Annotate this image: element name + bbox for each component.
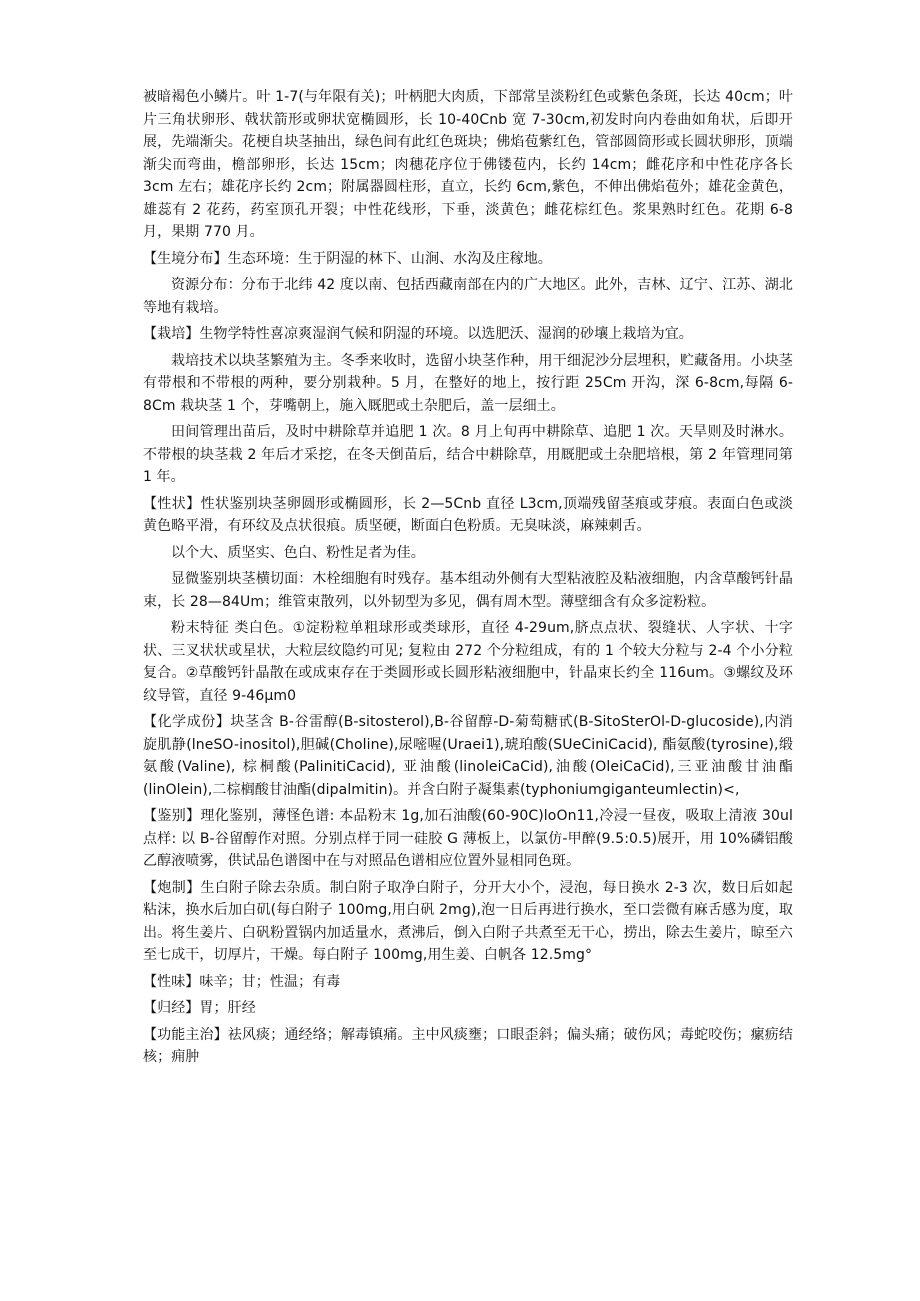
- paragraph-text: 生白附子除去杂质。制白附子取净白附子，分开大小个，浸泡，每日换水 2-3 次，数日后如起粘沫，换水后加白矶(每白附子 100mg,用白矾 2mg),泡一日后再进行换水，至口尝微有麻舌感为度，取出。将生姜片、白矾粉置锅内加适量水，煮沸后，倒入白附子共煮至无干心，捞出，除去生姜片，晾至六至七成干，切厚片，干燥。每白附子 100mg,用生姜、白帆各 12.5mg°: [143, 879, 794, 963]
- paragraph-text: 块茎含 B-谷雷醇(B-sitosterol),B-谷留醇-D-菊萄糖甙(B-SitoSterOl-D-glucoside),内消旋肌静(lneSO-inositol),胆碱(Choline),尿嘧喔(Uraei1),琥珀酸(SUeCiniCacid), 酯氨酸(tyrosine),缎氨酸(Valine), 棕桐酸(PalinitiCacid), 亚油酸(linoleiCaCid),油酸(OleiCaCid),三亚油酸甘油酯(linOlein),二棕榈酸甘油酯(dipalmitin)。并含白附子凝集素(typhoniumgiganteumlectin)<,: [143, 714, 793, 798]
- paragraph: [143, 1024, 793, 1069]
- paragraph: [143, 711, 793, 801]
- paragraph-text: 性状鉴别块茎卵圆形或椭圆形，长 2—5Cnb 直径 L3cm,顶端残留茎痕或芽痕。表面白色或淡黄色略平滑，有环纹及点状很痕。质坚硬，断面白色粉质。无臭味淡，麻辣刺舌。: [143, 495, 794, 534]
- section-heading: 【性味】: [143, 973, 200, 990]
- paragraph: [143, 877, 793, 967]
- section-heading: 【归经】: [143, 1000, 200, 1016]
- paragraph: [143, 542, 793, 565]
- paragraph-text: 资源分布：分布于北纬 42 度以南、包括西藏南部在内的广大地区。此外，吉林、辽宁、江苏、湖北等地有栽培。: [143, 277, 793, 316]
- paragraph-text: 祛风痰；通经络；解毒镇痛。主中风痰壅；口眼歪斜；偏头痛；破伤风；毒蛇咬伤；瘰疬结核；痈肿: [143, 1026, 793, 1065]
- paragraph-text: 被暗褐色小鳞片。叶 1-7(与年限有关)；叶柄肥大肉质，下部常呈淡粉红色或紫色条斑，长达 40cm；叶片三角状卵形、戟状箭形或卵状宽椭圆形，长 10-40Cnb 宽 7-30cm,初发时向内卷曲如角状，后即开展，先端渐尖。花梗自块茎抽出，绿色间有此红色斑块；佛焰苞紫红色，管部圆筒形或长圆状卵形，顶端渐尖而弯曲，檐部卵形，长达 15cm；肉穗花序位于佛镂苞内，长约 14cm；雌花序和中性花序各长 3cm 左右；雄花序长约 2cm；附属器圆柱形，直立，长约 6cm,紫色，不伸出佛焰苞外；雄花金黄色，雄蕊有 2 花药，药室顶孔开裂；中性花线形，下垂，淡黄色；雌花棕红色。浆果熟时红色。花期 6-8 月，果期 770 月。: [143, 89, 793, 240]
- paragraph-text: 粉末特征 类白色。①淀粉粒单粗球形或类球形，直径 4-29um,脐点点状、裂缝状、人字状、十字状、三叉状状或星状，大粒层纹隐约可见; 复粒由 272 个分粒组成，有的 1 个较大分粒与 2-4 个小分粒复合。②草酸钙针晶散在或成束存在于类圆形或长圆形粘液细胞中，针晶束长约全 116um。③螺纹及环纹导管，直径 9-46μm0: [143, 620, 793, 704]
- section-heading: 【炮制】: [143, 879, 201, 896]
- section-heading: 【性状】: [143, 495, 201, 512]
- paragraph-text: 田间管理出苗后，及时中耕除草并追肥 1 次。8 月上旬再中耕除草、追肥 1 次。天旱则及时淋水。不带根的块茎栽 2 年后才采挖，在冬天倒苗后，结合中耕除草，用厩肥或土杂肥培根，第 2 年管理同第 1 年。: [143, 424, 793, 485]
- section-heading: 【鉴别】: [143, 808, 201, 824]
- section-heading: 【功能主治】: [143, 1026, 228, 1043]
- paragraph-text: 胃；肝经: [199, 1000, 256, 1016]
- paragraph: [143, 350, 793, 418]
- section-heading: 【生境分布】: [143, 250, 228, 267]
- section-heading: 【化学成份】: [143, 714, 231, 730]
- paragraph: [143, 493, 793, 538]
- section-heading: 【栽培】: [143, 326, 200, 342]
- paragraph-text: 生态环境：生于阴湿的林下、山涧、水沟及庄稼地。: [227, 250, 552, 267]
- paragraph: [143, 617, 793, 707]
- paragraph: [143, 323, 793, 346]
- paragraph-text: 味辛；甘；性温；有毒: [199, 973, 341, 990]
- paragraph: [143, 86, 793, 244]
- paragraph: [143, 805, 793, 873]
- paragraph: [143, 421, 793, 489]
- paragraph-text: 理化鉴别，薄怪色谱: 本品粉末 1g,加石油酸(60-90C)loOn11,冷浸一昼夜，吸取上清液 30ul 点样: 以 B-谷留醇作对照。分别点样于同一硅胶 G 薄板上，以氯仿-甲醉(9.5:0.5)展开，用 10%磷铝酸乙醇液喷雾，供试品色谱图中在与对照品色谱相应位置外显相同色斑。: [143, 808, 794, 869]
- paragraph: [143, 971, 793, 994]
- paragraph: [143, 997, 793, 1020]
- document-body: [143, 86, 793, 1069]
- paragraph-text: 显微鉴别块茎横切面：木栓细胞有时残存。基本组动外侧有大型粘液腔及粘液细胞，内含草酸钙针晶束，长 28—84Um；维管束散列，以外韧型为多见，偶有周木型。薄壁细含有众多淀粉粒。: [143, 571, 793, 610]
- paragraph: [143, 568, 793, 613]
- paragraph-text: 栽培技术以块茎繁殖为主。冬季来收时，选留小块茎作种，用干细泥沙分层埋积，贮藏备用。小块茎有带根和不带根的两种，要分别栽种。5 月，在整好的地上，按行距 25Cm 开沟，深 6-8cm,每隔 6-8Cm 栽块茎 1 个，芽嘴朝上，施入厩肥或土杂肥后，盖一层细土。: [143, 352, 793, 414]
- paragraph: [143, 248, 793, 271]
- paragraph-text: 以个大、质坚实、色白、粉性足者为佳。: [171, 544, 425, 561]
- paragraph: [143, 274, 793, 319]
- paragraph-text: 生物学特性喜凉爽湿润气候和阴湿的环境。以选肥沃、湿润的砂壤上栽培为宜。: [199, 326, 693, 342]
